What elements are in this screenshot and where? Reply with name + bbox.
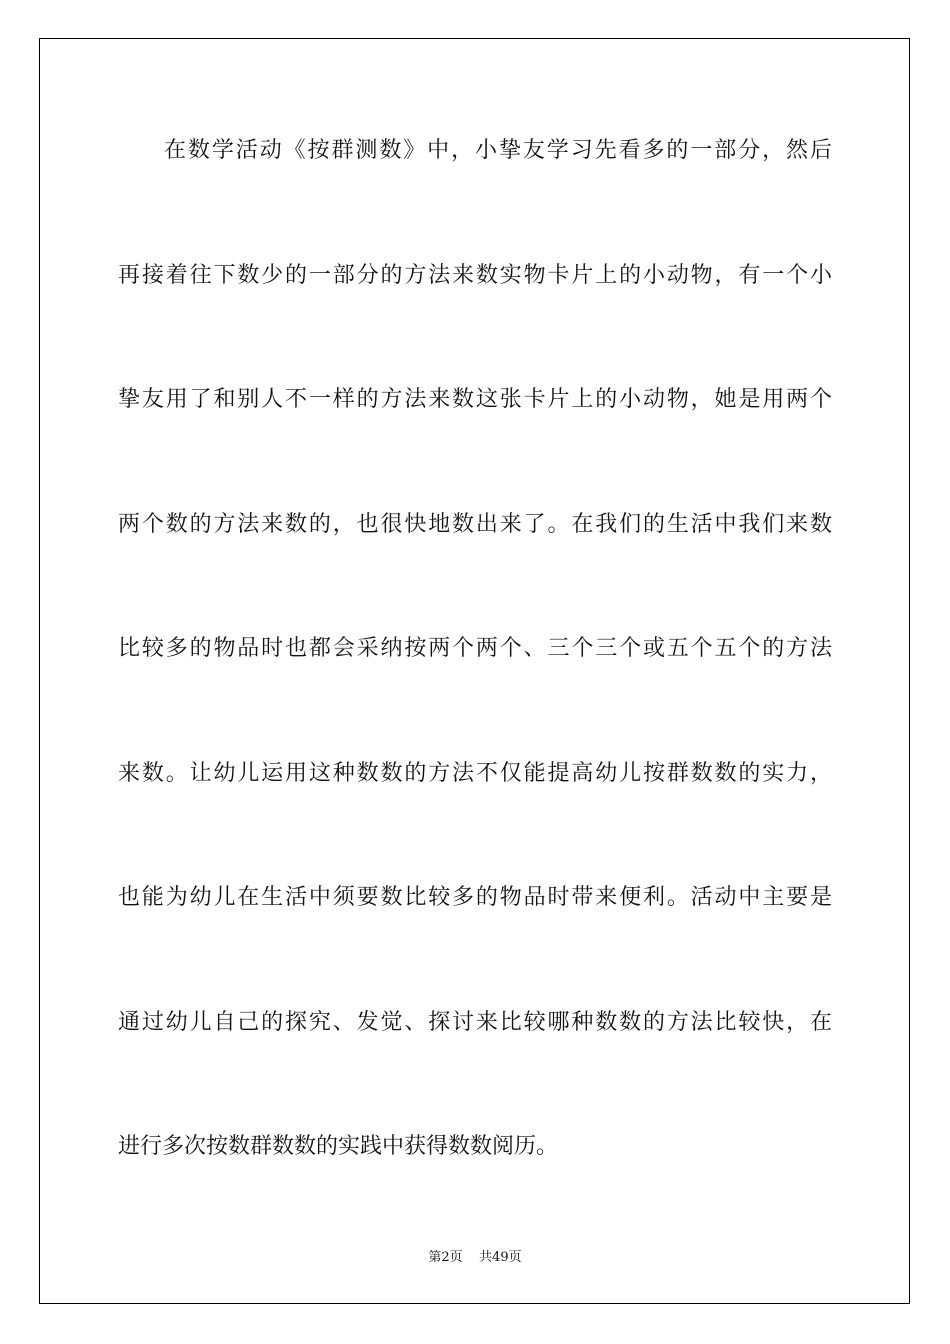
- paragraph-line-2: 再接着往下数少的一部分的方法来数实物卡片上的小动物，有一个小: [118, 263, 832, 288]
- paragraph-line-8: 通过幼儿自己的探究、发觉、探讨来比较哪种数数的方法比较快，在: [118, 1010, 832, 1035]
- paragraph-line-9: 进行多次按数群数数的实践中获得数数阅历。: [118, 1134, 559, 1159]
- paragraph-line-5: 比较多的物品时也都会采纳按两个两个、三个三个或五个五个的方法: [118, 636, 832, 661]
- paragraph-line-1: 在数学活动《按群测数》中，小挚友学习先看多的一部分，然后: [164, 138, 832, 163]
- paragraph-line-3: 挚友用了和别人不一样的方法来数这张卡片上的小动物，她是用两个: [118, 387, 832, 412]
- paragraph-line-7: 也能为幼儿在生活中须要数比较多的物品时带来便利。活动中主要是: [118, 885, 832, 910]
- page-number-footer: 第2页 共49页: [428, 1250, 522, 1265]
- paragraph-line-4: 两个数的方法来数的，也很快地数出来了。在我们的生活中我们来数: [118, 512, 832, 537]
- page-frame: [39, 38, 910, 1304]
- paragraph-line-6: 来数。让幼儿运用这种数数的方法不仅能提高幼儿按群数数的实力，: [118, 761, 832, 786]
